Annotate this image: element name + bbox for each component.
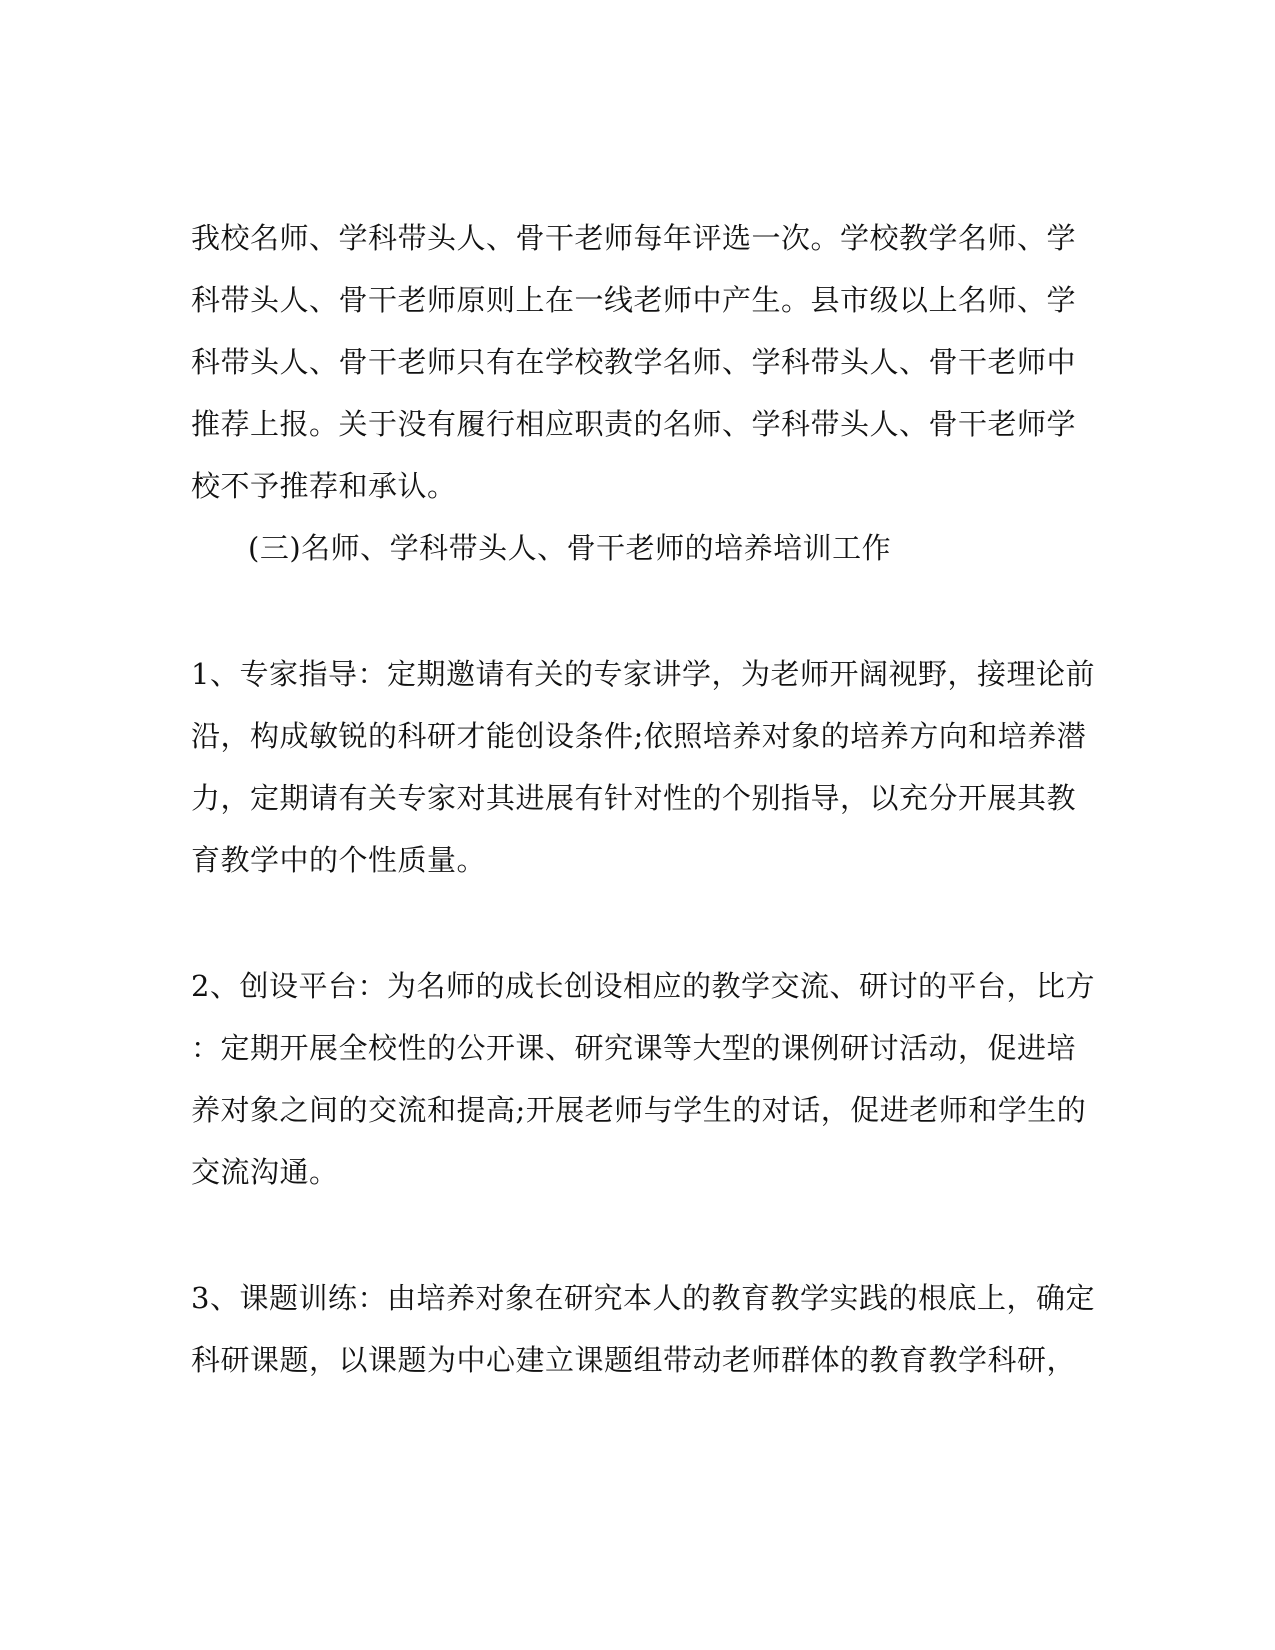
item-2-line: 2、创设平台：为名师的成长创设相应的教学交流、研讨的平台，比方 xyxy=(191,969,1095,1003)
item-1-line: 育教学中的个性质量。 xyxy=(191,843,487,877)
paragraph-1-line: 校不予推荐和承认。 xyxy=(191,469,457,503)
section-heading: (三)名师、学科带头人、骨干老师的培养培训工作 xyxy=(248,531,892,565)
item-2-line: 养对象之间的交流和提高;开展老师与学生的对话，促进老师和学生的 xyxy=(191,1093,1087,1127)
item-1-line: 沿，构成敏锐的科研才能创设条件;依照培养对象的培养方向和培养潜 xyxy=(191,719,1087,753)
item-3-line: 科研课题，以课题为中心建立课题组带动老师群体的教育教学科研， xyxy=(191,1343,1077,1377)
paragraph-1-line: 推荐上报。关于没有履行相应职责的名师、学科带头人、骨干老师学 xyxy=(191,407,1077,441)
paragraph-1-line: 我校名师、学科带头人、骨干老师每年评选一次。学校教学名师、学 xyxy=(191,221,1077,255)
item-1-line: 1、专家指导：定期邀请有关的专家讲学，为老师开阔视野，接理论前 xyxy=(191,657,1095,691)
item-2-line: ：定期开展全校性的公开课、研究课等大型的课例研讨活动，促进培 xyxy=(191,1031,1077,1065)
paragraph-1-line: 科带头人、骨干老师原则上在一线老师中产生。县市级以上名师、学 xyxy=(191,283,1077,317)
paragraph-1-line: 科带头人、骨干老师只有在学校教学名师、学科带头人、骨干老师中 xyxy=(191,345,1077,379)
item-1-line: 力，定期请有关专家对其进展有针对性的个别指导，以充分开展其教 xyxy=(191,781,1077,815)
item-2-line: 交流沟通。 xyxy=(191,1155,339,1189)
item-3-line: 3、课题训练：由培养对象在研究本人的教育教学实践的根底上，确定 xyxy=(191,1281,1095,1315)
